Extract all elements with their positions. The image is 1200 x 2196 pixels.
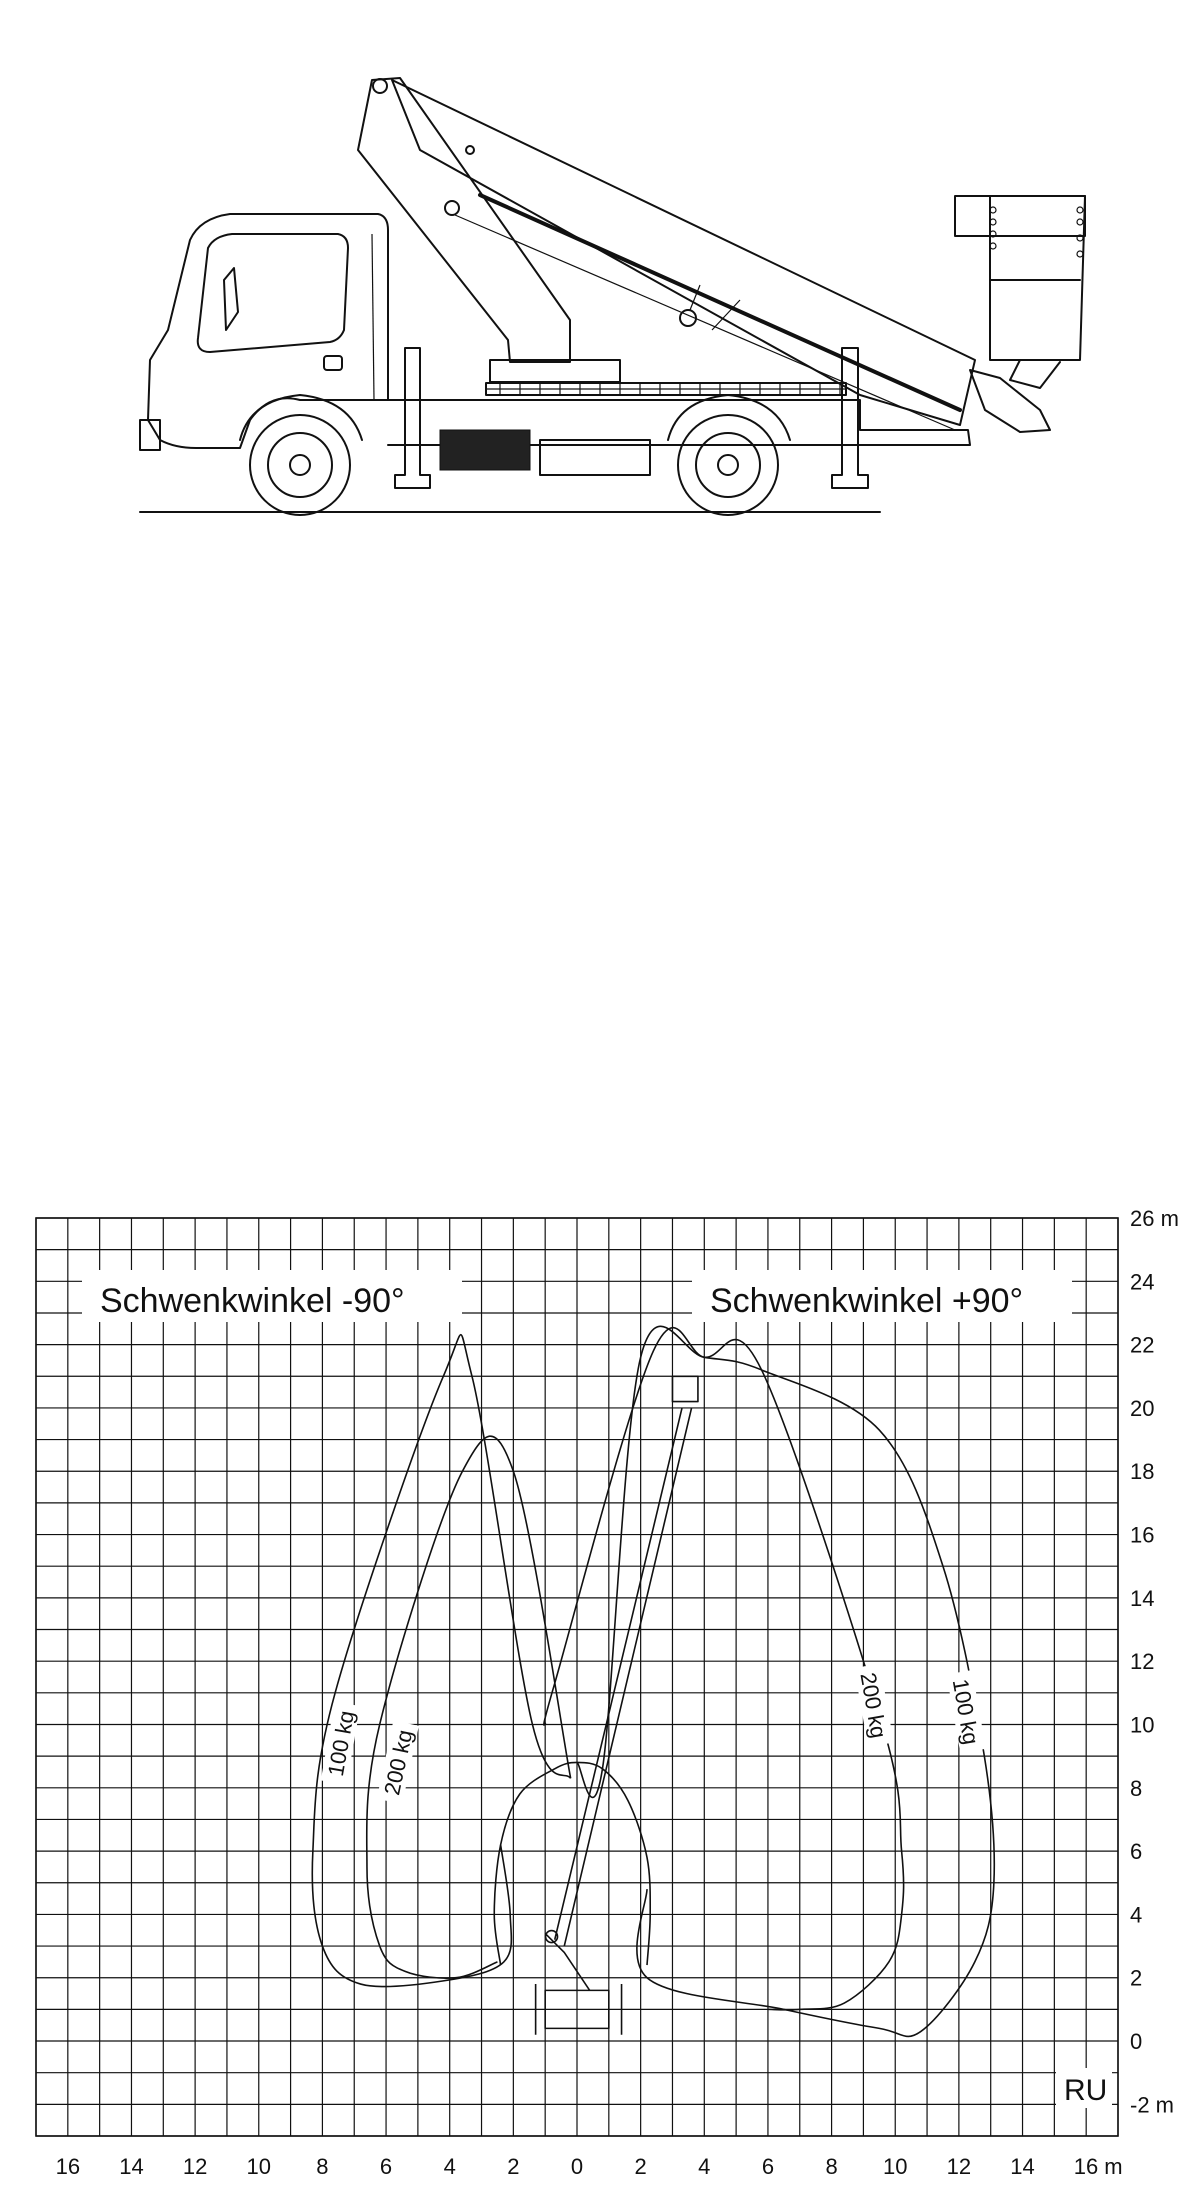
x-tick-label: 2 xyxy=(634,2154,647,2179)
x-tick-label: 12 xyxy=(946,2154,972,2179)
boom-pivot-upper xyxy=(373,79,387,93)
x-tick-label: 4 xyxy=(698,2154,711,2179)
y-tick-label: 6 xyxy=(1130,1839,1143,1865)
x-tick-label: 8 xyxy=(825,2154,838,2179)
working-range-chart xyxy=(0,1190,1200,2196)
load-curves xyxy=(312,1326,994,2036)
y-tick-label: 8 xyxy=(1130,1775,1143,1801)
x-tick-label: 0 xyxy=(570,2154,584,2179)
cab-mirror xyxy=(224,268,238,330)
x-tick-label: 8 xyxy=(316,2154,329,2179)
deck-pattern xyxy=(486,383,846,395)
boom-pivot-small xyxy=(466,146,474,154)
x-tick-label: 6 xyxy=(761,2154,775,2179)
x-tick-label: 12 xyxy=(182,2154,208,2179)
y-tick-label: 24 xyxy=(1130,1269,1155,1295)
y-tick-label: 14 xyxy=(1130,1585,1155,1611)
title-right: Schwenkwinkel +90° xyxy=(710,1282,1024,1320)
cab-window xyxy=(198,234,348,352)
x-tick-label: 10 xyxy=(246,2154,272,2179)
y-tick-label: 26 m xyxy=(1130,1206,1179,1231)
front-outrigger xyxy=(395,348,430,488)
y-tick-label: 18 xyxy=(1130,1459,1155,1485)
drive-unit xyxy=(440,430,530,470)
front-wheel xyxy=(240,395,362,515)
x-tick-label: 16 m xyxy=(1073,2154,1123,2179)
telescope-boom xyxy=(555,1408,692,1946)
load-label: 100 kg xyxy=(947,1677,984,1747)
ru-label: RU xyxy=(1064,2074,1108,2107)
boom-pivot-mid xyxy=(445,201,459,215)
boom-section-line xyxy=(455,215,955,430)
x-tick-label: 14 xyxy=(1010,2154,1035,2179)
x-tick-label: 14 xyxy=(119,2154,144,2179)
y-tick-label: -2 m xyxy=(1130,2092,1174,2118)
truck-side-view-drawing xyxy=(0,0,1200,540)
y-tick-label: 12 xyxy=(1130,1649,1155,1675)
basket-front xyxy=(672,1376,697,1401)
upper-boom xyxy=(392,80,975,425)
cab-door-line xyxy=(372,234,374,400)
rear-wheel xyxy=(668,395,790,515)
x-tick-label: 16 xyxy=(55,2154,81,2179)
y-axis-ticks xyxy=(1130,1206,1179,2117)
x-tick-label: 2 xyxy=(507,2154,520,2179)
turret-base xyxy=(490,360,620,382)
y-tick-label: 4 xyxy=(1130,1902,1143,1928)
y-tick-label: 2 xyxy=(1130,1965,1143,1991)
truck-cab xyxy=(148,214,388,448)
load-label: 200 kg xyxy=(379,1727,418,1798)
y-tick-label: 10 xyxy=(1130,1712,1155,1738)
boom-cable xyxy=(480,195,960,410)
rear-outrigger xyxy=(832,348,868,488)
load-curve-1 xyxy=(367,1436,571,1978)
work-basket xyxy=(955,196,1085,432)
y-tick-label: 22 xyxy=(1130,1332,1155,1358)
x-tick-label: 10 xyxy=(882,2154,908,2179)
title-left: Schwenkwinkel -90° xyxy=(100,1282,405,1320)
y-tick-label: 16 xyxy=(1130,1522,1155,1548)
x-axis-ticks xyxy=(56,2154,1123,2179)
y-tick-label: 0 xyxy=(1130,2029,1143,2055)
x-tick-label: 4 xyxy=(443,2154,456,2179)
boom-front-sketch xyxy=(536,1376,698,2034)
cab-handle xyxy=(324,356,342,370)
load-label: 200 kg xyxy=(855,1670,892,1741)
y-tick-label: 20 xyxy=(1130,1395,1155,1421)
load-label: 100 kg xyxy=(322,1708,360,1779)
x-tick-label: 6 xyxy=(379,2154,393,2179)
load-labels xyxy=(321,1664,986,1804)
